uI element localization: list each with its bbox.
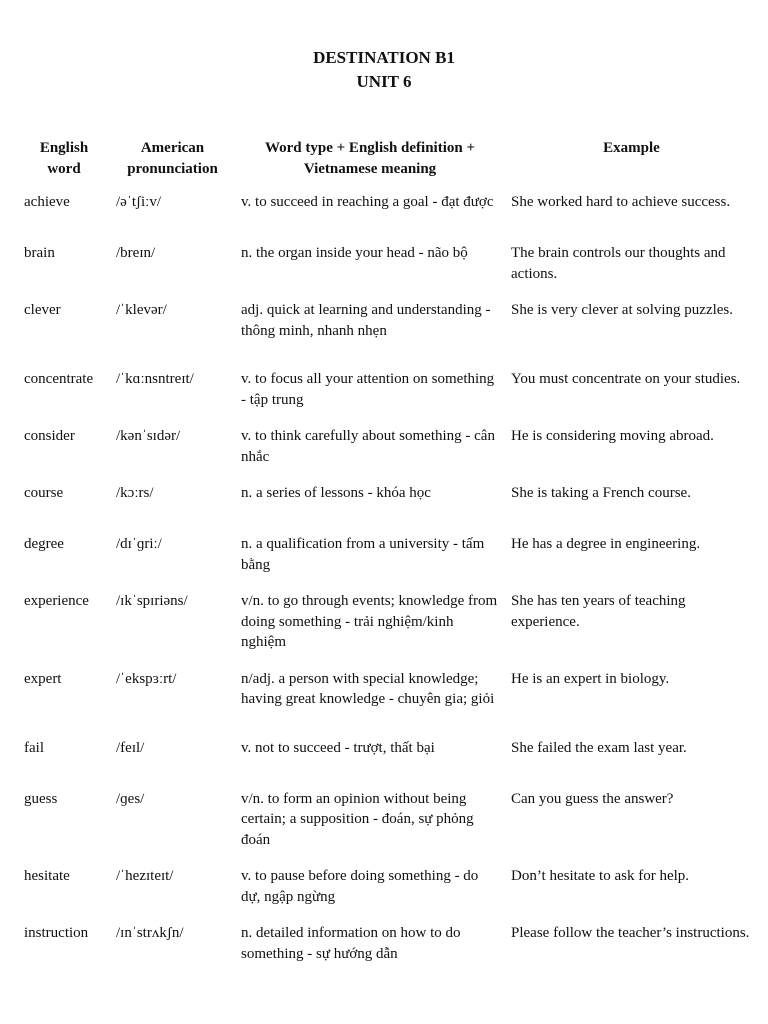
word-cell: brain	[24, 245, 55, 261]
table-row	[18, 783, 758, 861]
word-cell: hesitate	[24, 868, 70, 884]
word-cell: consider	[24, 428, 75, 444]
example-cell: Please follow the teacher’s instructions.	[511, 925, 750, 941]
table-row	[18, 477, 758, 528]
table-row	[18, 528, 758, 585]
word-cell: expert	[24, 670, 62, 687]
pronunciation-cell: /kənˈsɪdər/	[116, 428, 181, 444]
table-row	[18, 294, 758, 363]
pronunciation-cell: /dɪˈɡriː/	[116, 536, 162, 552]
pronunciation-cell: /əˈtʃiːv/	[116, 194, 161, 210]
word-cell: concentrate	[24, 371, 94, 387]
example-cell: She failed the exam last year.	[511, 739, 687, 756]
definition-cell: v/n. to go through events; knowledge from doing something - trải nghiệm/kinh nghiệm	[241, 593, 498, 650]
definition-cell: v. not to succeed - trượt, thất bại	[241, 739, 435, 756]
word-cell: experience	[24, 593, 89, 609]
word-cell: instruction	[24, 925, 89, 941]
example-cell: The brain controls our thoughts and actions.	[511, 245, 726, 282]
example-cell: He is considering moving abroad.	[511, 428, 714, 444]
word-cell: degree	[24, 536, 64, 552]
table-body	[18, 186, 758, 974]
example-cell: Can you guess the answer?	[511, 790, 674, 807]
header-example: Example	[603, 140, 660, 156]
word-cell: course	[24, 485, 64, 501]
example-cell: He is an expert in biology.	[511, 670, 670, 687]
example-cell: She worked hard to achieve success.	[511, 194, 731, 210]
pronunciation-cell: /ˈhezɪteɪt/	[116, 868, 174, 884]
word-cell: guess	[24, 790, 58, 807]
pronunciation-cell: /feɪl/	[116, 739, 145, 756]
example-cell: You must concentrate on your studies.	[511, 371, 741, 387]
pronunciation-cell: /ˈklevər/	[116, 302, 167, 318]
definition-cell: v. to succeed in reaching a goal - đạt được	[241, 194, 494, 210]
word-cell: achieve	[24, 194, 70, 210]
pronunciation-cell: /ɪkˈspɪriəns/	[116, 593, 188, 609]
pronunciation-cell: /ˈekspɜːrt/	[116, 670, 177, 687]
example-cell: She is taking a French course.	[511, 485, 691, 501]
table-header	[18, 138, 758, 186]
definition-cell: v. to focus all your attention on something - tập trung	[241, 371, 495, 408]
word-cell: fail	[24, 739, 44, 756]
definition-cell: n/adj. a person with special knowledge; having great knowledge - chuyên gia; giỏi	[241, 670, 495, 707]
pronunciation-cell: /breɪn/	[116, 245, 156, 261]
pronunciation-cell: /ɪnˈstrʌkʃn/	[116, 925, 184, 941]
definition-cell: v. to pause before doing something - do dự, ngập ngừng	[241, 868, 479, 905]
pronunciation-cell: /ɡes/	[116, 790, 145, 807]
document-header	[0, 46, 768, 94]
table-row	[18, 860, 758, 917]
header-english-word: English word	[39, 140, 89, 177]
table-row	[18, 186, 758, 237]
table-row	[18, 420, 758, 477]
table-row	[18, 732, 758, 783]
document-title: DESTINATION B1	[313, 48, 455, 67]
header-definition: Word type + English definition + Vietnamese meaning	[264, 140, 476, 177]
example-cell: Don’t hesitate to ask for help.	[511, 868, 690, 884]
table-row	[18, 917, 758, 974]
example-cell: He has a degree in engineering.	[511, 536, 701, 552]
example-cell: She is very clever at solving puzzles.	[511, 302, 734, 318]
header-pronunciation: American pronunciation	[127, 140, 218, 177]
definition-cell: n. a series of lessons - khóa học	[241, 485, 431, 501]
definition-cell: v. to think carefully about something - cân nhắc	[241, 428, 495, 465]
table-row	[18, 363, 758, 420]
word-cell: clever	[24, 302, 61, 318]
document-subtitle: UNIT 6	[356, 72, 412, 91]
table-row	[18, 237, 758, 294]
example-cell: She has ten years of teaching experience.	[511, 593, 686, 630]
definition-cell: n. detailed information on how to do something - sự hướng dẫn	[241, 925, 461, 962]
pronunciation-cell: /ˈkɑːnsntreɪt/	[116, 371, 194, 387]
table-row	[18, 585, 758, 663]
definition-cell: adj. quick at learning and understanding - thông minh, nhanh nhẹn	[241, 302, 491, 339]
definition-cell: n. the organ inside your head - não bộ	[241, 245, 468, 261]
definition-cell: v/n. to form an opinion without being certain; a supposition - đoán, sự phỏng đoán	[241, 790, 474, 848]
definition-cell: n. a qualification from a university - tấm bằng	[241, 536, 485, 573]
pronunciation-cell: /kɔːrs/	[116, 485, 154, 501]
table-row	[18, 663, 758, 732]
vocabulary-table	[18, 138, 758, 974]
